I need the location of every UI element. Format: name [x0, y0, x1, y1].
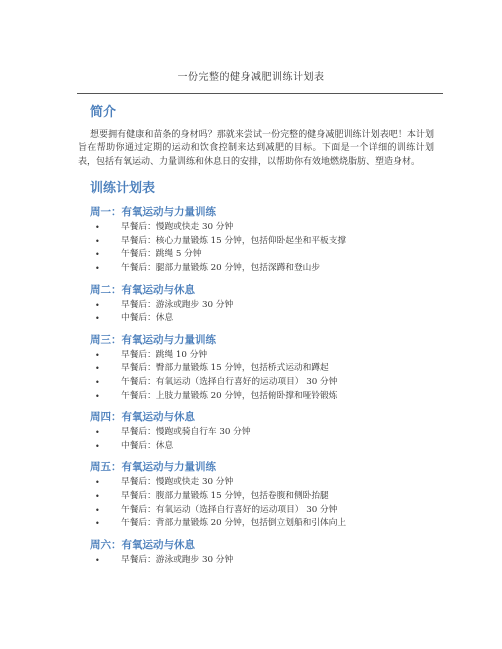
list-item [90, 248, 434, 262]
day-heading: 周六：有氧运动与休息 [90, 538, 195, 551]
bullet-icon: • [95, 314, 100, 324]
document-body [78, 104, 434, 567]
day-item-list [90, 299, 434, 326]
bullet-icon: • [95, 264, 100, 273]
day-section-thursday [90, 410, 434, 453]
bullet-icon: • [95, 223, 100, 233]
day-heading: 周五：有氧运动与力量训练 [90, 461, 216, 474]
list-item [90, 299, 434, 313]
day-heading: 周一：有氧运动与力量训练 [90, 206, 216, 219]
bullet-icon: • [95, 364, 100, 374]
plan-heading: 训练计划表 [90, 181, 156, 197]
bullet-icon: • [95, 391, 100, 401]
bullet-icon: • [95, 478, 100, 488]
bullet-icon: • [95, 519, 100, 529]
document-title: 一份完整的健身减肥训练计划表 [177, 72, 325, 83]
list-item-text: 午餐后：腿部力量锻炼 20 分钟，包括深蹲和登山步 [121, 263, 321, 273]
day-item-list [90, 426, 434, 453]
list-item [90, 376, 434, 390]
list-item-text: 早餐后：游泳或跑步 30 分钟 [121, 299, 234, 310]
day-section-tuesday [90, 283, 434, 326]
list-item-text: 午餐后：跳绳 5 分钟 [121, 249, 202, 260]
bullet-icon: • [95, 491, 100, 501]
intro-paragraph: 想要拥有健康和苗条的身材吗？那就来尝试一份完整的健身减肥训练计划表吧！本计划旨在帮助你通过定期的运动和饮食控制来达到减肥的目标。下面是一个详细的训练计划表，包括有氧运动、力量训练和休息日的安排，以帮助你有效地燃烧脂肪、塑造身材。 [78, 130, 434, 167]
bullet-icon: • [95, 236, 100, 246]
list-item [90, 390, 434, 404]
day-heading: 周二：有氧运动与休息 [90, 283, 195, 296]
list-item [90, 262, 434, 276]
list-item-text: 早餐后：核心力量锻炼 15 分钟，包括仰卧起坐和平板支撑 [121, 235, 347, 246]
bullet-icon: • [95, 250, 100, 260]
list-item [90, 554, 434, 568]
training-days [90, 205, 434, 567]
list-item-text: 早餐后：慢跑或快走 30 分钟 [121, 477, 234, 488]
bullet-icon: • [95, 441, 100, 451]
bullet-icon: • [95, 350, 100, 360]
list-item [90, 476, 434, 490]
title-divider [77, 93, 443, 94]
day-heading: 周三：有氧运动与力量训练 [90, 333, 216, 346]
list-item [90, 504, 434, 518]
day-section-wednesday [90, 333, 434, 403]
list-item [90, 221, 434, 235]
list-item [90, 362, 434, 376]
day-item-list [90, 554, 434, 568]
bullet-icon: • [95, 300, 100, 310]
bullet-icon: • [95, 428, 100, 438]
list-item [90, 349, 434, 363]
list-item [90, 440, 434, 454]
list-item-text: 午餐后：背部力量锻炼 20 分钟，包括倒立划船和引体向上 [121, 518, 347, 529]
list-item-text: 早餐后：腹部力量锻炼 15 分钟，包括卷腹和侧卧抬腿 [121, 490, 329, 501]
intro-heading: 简介 [90, 105, 117, 120]
list-item-text: 中餐后：休息 [121, 313, 174, 324]
day-item-list [90, 221, 434, 275]
list-item [90, 517, 434, 531]
list-item-text: 早餐后：慢跑或快走 30 分钟 [121, 222, 234, 233]
day-section-saturday [90, 538, 434, 568]
bullet-icon: • [95, 555, 100, 565]
list-item-text: 午餐后：上肢力量锻炼 20 分钟，包括俯卧撑和哑铃锻炼 [121, 390, 338, 401]
list-item-text: 午餐后：有氧运动（选择自行喜好的运动项目） 30 分钟 [121, 504, 338, 515]
list-item-text: 早餐后：慢跑或骑自行车 30 分钟 [121, 427, 251, 438]
bullet-icon: • [95, 505, 100, 515]
day-item-list [90, 349, 434, 403]
day-section-friday [90, 460, 434, 530]
list-item-text: 早餐后：臀部力量锻炼 15 分钟，包括桥式运动和蹲起 [121, 363, 329, 374]
list-item-text: 早餐后：跳绳 10 分钟 [121, 349, 208, 360]
day-heading: 周四：有氧运动与休息 [90, 411, 195, 424]
list-item-text: 午餐后：有氧运动（选择自行喜好的运动项目） 30 分钟 [121, 376, 338, 387]
list-item [90, 426, 434, 440]
bullet-icon: • [95, 377, 100, 387]
list-item-text: 早餐后：游泳或跑步 30 分钟 [121, 554, 234, 565]
list-item [90, 235, 434, 249]
list-item [90, 312, 434, 326]
list-item-text: 中餐后：休息 [121, 440, 174, 451]
day-item-list [90, 476, 434, 530]
day-section-monday [90, 205, 434, 275]
list-item [90, 490, 434, 504]
